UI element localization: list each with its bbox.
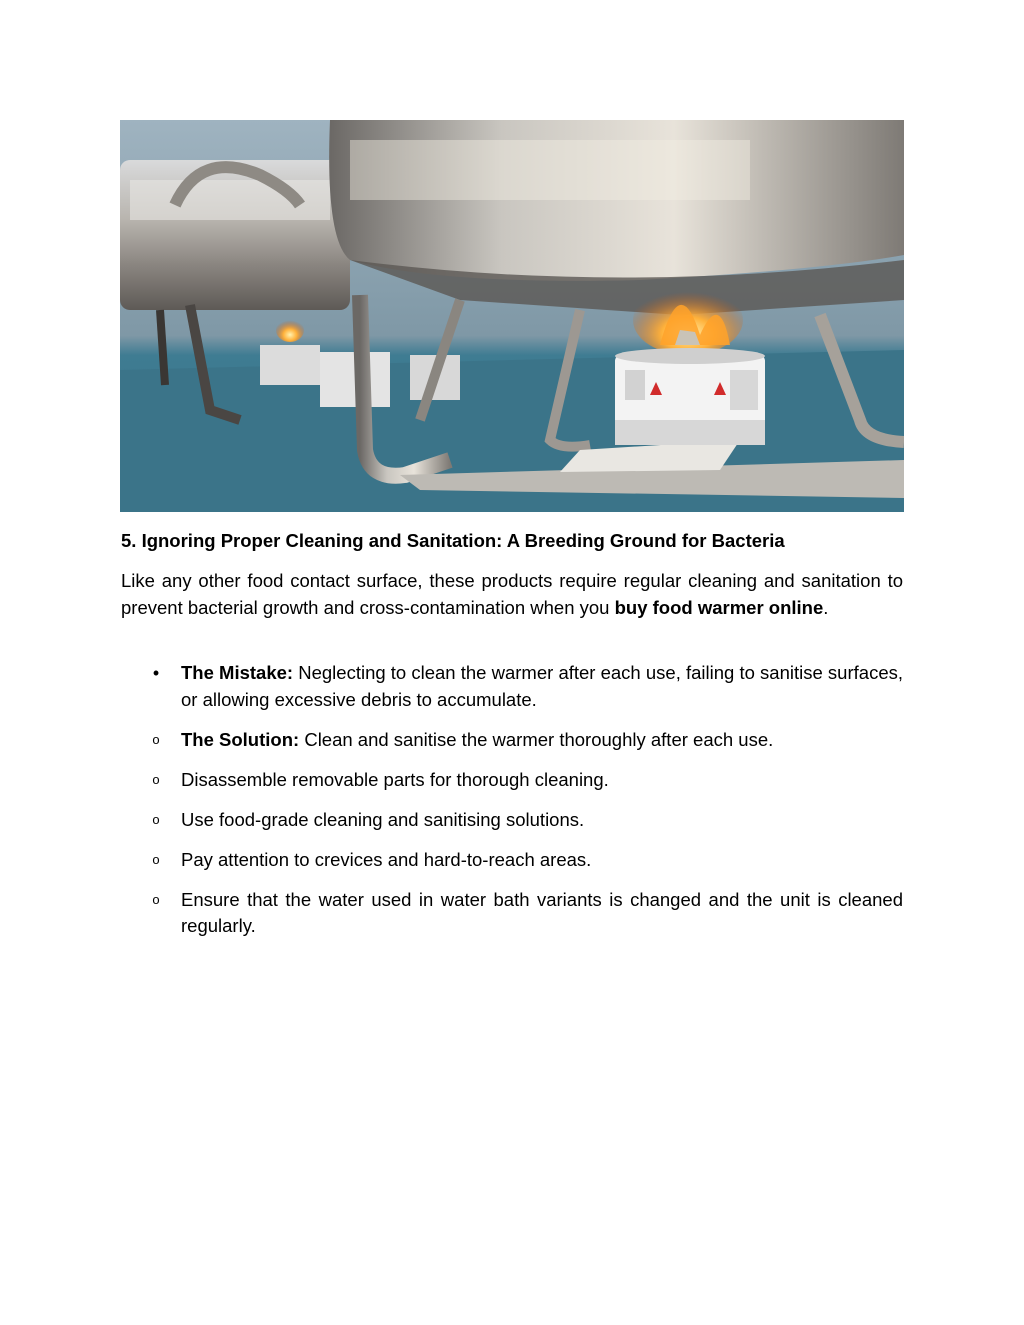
bullet-circle-icon: o xyxy=(152,771,160,787)
bullet-disc-icon: • xyxy=(152,663,160,683)
list-item xyxy=(121,767,903,794)
list-item-text: Disassemble removable parts for thorough cleaning. xyxy=(181,768,609,790)
list-item xyxy=(121,727,903,754)
bullet-circle-icon: o xyxy=(152,811,160,827)
list-item-text: Ensure that the water used in water bath variants is changed and the unit is cleaned regularly. xyxy=(181,888,903,937)
list-item-label: The Solution: xyxy=(181,728,300,750)
list-item-label: The Mistake: xyxy=(181,662,294,683)
bullet-circle-icon: o xyxy=(152,891,160,907)
intro-paragraph xyxy=(121,568,903,621)
list-item xyxy=(121,807,903,834)
list-item-text: Neglecting to clean the warmer after each use, failing to sanitise surfaces, or allowing excessive debris to accumulate. xyxy=(181,662,903,710)
bullet-circle-icon: o xyxy=(152,851,160,867)
list-item xyxy=(121,660,903,713)
intro-text: Like any other food contact surface, these products require regular cleaning and sanitation to prevent bacterial growth and cross-contamination when you xyxy=(121,570,903,618)
bullet-circle-icon: o xyxy=(152,731,160,747)
list-item xyxy=(121,847,903,874)
tips-list xyxy=(121,660,903,953)
list-item xyxy=(121,887,903,940)
section-heading: 5. Ignoring Proper Cleaning and Sanitation: A Breeding Ground for Bacteria xyxy=(121,530,785,551)
chafing-dish-photo xyxy=(120,120,904,512)
list-item-text: Pay attention to crevices and hard-to-reach areas. xyxy=(181,848,592,870)
list-item-text: Clean and sanitise the warmer thoroughly after each use. xyxy=(299,728,774,750)
intro-text-end: . xyxy=(823,596,829,618)
intro-bold-phrase: buy food warmer online xyxy=(614,596,824,618)
list-item-text: Use food-grade cleaning and sanitising solutions. xyxy=(181,808,585,830)
